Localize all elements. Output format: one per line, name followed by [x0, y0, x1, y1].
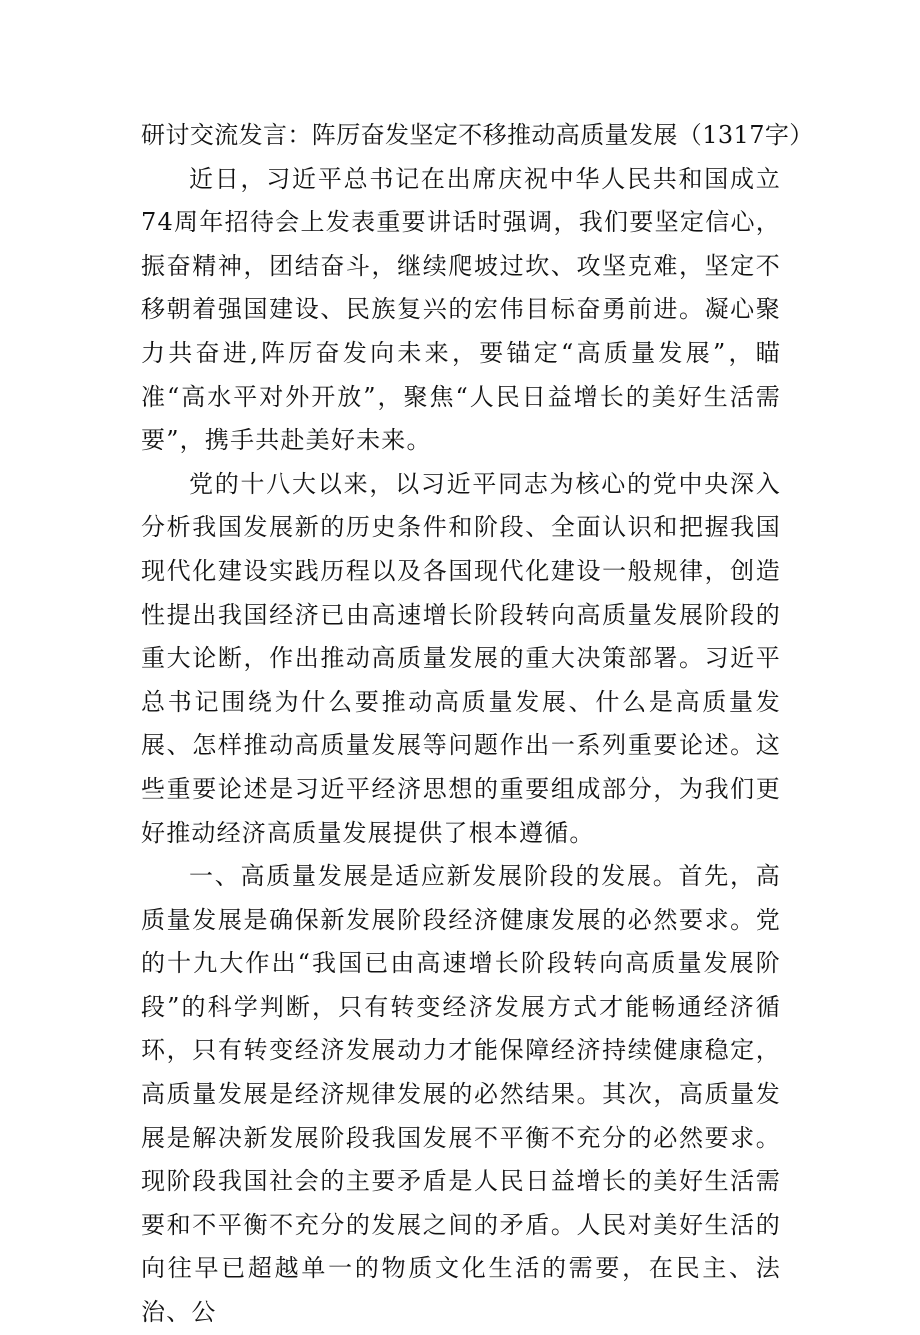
document-body — [141, 114, 814, 1335]
paragraph-intro: 近日，习近平总书记在出席庆祝中华人民共和国成立74周年招待会上发表重要讲话时强调，我们要坚定信心，振奋精神，团结奋斗，继续爬坡过坎、攻坚克难，坚定不移朝着强国建设、民族复兴的宏伟目标奋勇前进。凝心聚力共奋进,阵厉奋发向未来，要锚定“高质量发展”，瞄准“高水平对外开放”，聚焦“人民日益增长的美好生活需要”，携手共赴美好未来。 — [141, 164, 781, 455]
document-title: 研讨交流发言：阵厉奋发坚定不移推动高质量发展（1317字） — [141, 121, 814, 149]
paragraph-section-one: 一、高质量发展是适应新发展阶段的发展。首先，高质量发展是确保新发展阶段经济健康发展的必然要求。党的十九大作出“我国已由高速增长阶段转向高质量发展阶段”的科学判断，只有转变经济发展方式才能畅通经济循环，只有转变经济发展动力才能保障经济持续健康稳定，高质量发展是经济规律发展的必然结果。其次，高质量发展是解决新发展阶段我国发展不平衡不充分的必然要求。现阶段我国社会的主要矛盾是人民日益增长的美好生活需要和不平衡不充分的发展之间的矛盾。人民对美好生活的向往早已超越单一的物质文化生活的需要，在民主、法治、公 — [141, 862, 781, 1327]
paragraph-background: 党的十八大以来，以习近平同志为核心的党中央深入分析我国发展新的历史条件和阶段、全面认识和把握我国现代化建设实践历程以及各国现代化建设一般规律，创造性提出我国经济已由高速增长阶段转向高质量发展阶段的重大论断，作出推动高质量发展的重大决策部署。习近平总书记围绕为什么要推动高质量发展、什么是高质量发展、怎样推动高质量发展等问题作出一系列重要论述。这些重要论述是习近平经济思想的重要组成部分，为我们更好推动经济高质量发展提供了根本遵循。 — [141, 469, 781, 847]
